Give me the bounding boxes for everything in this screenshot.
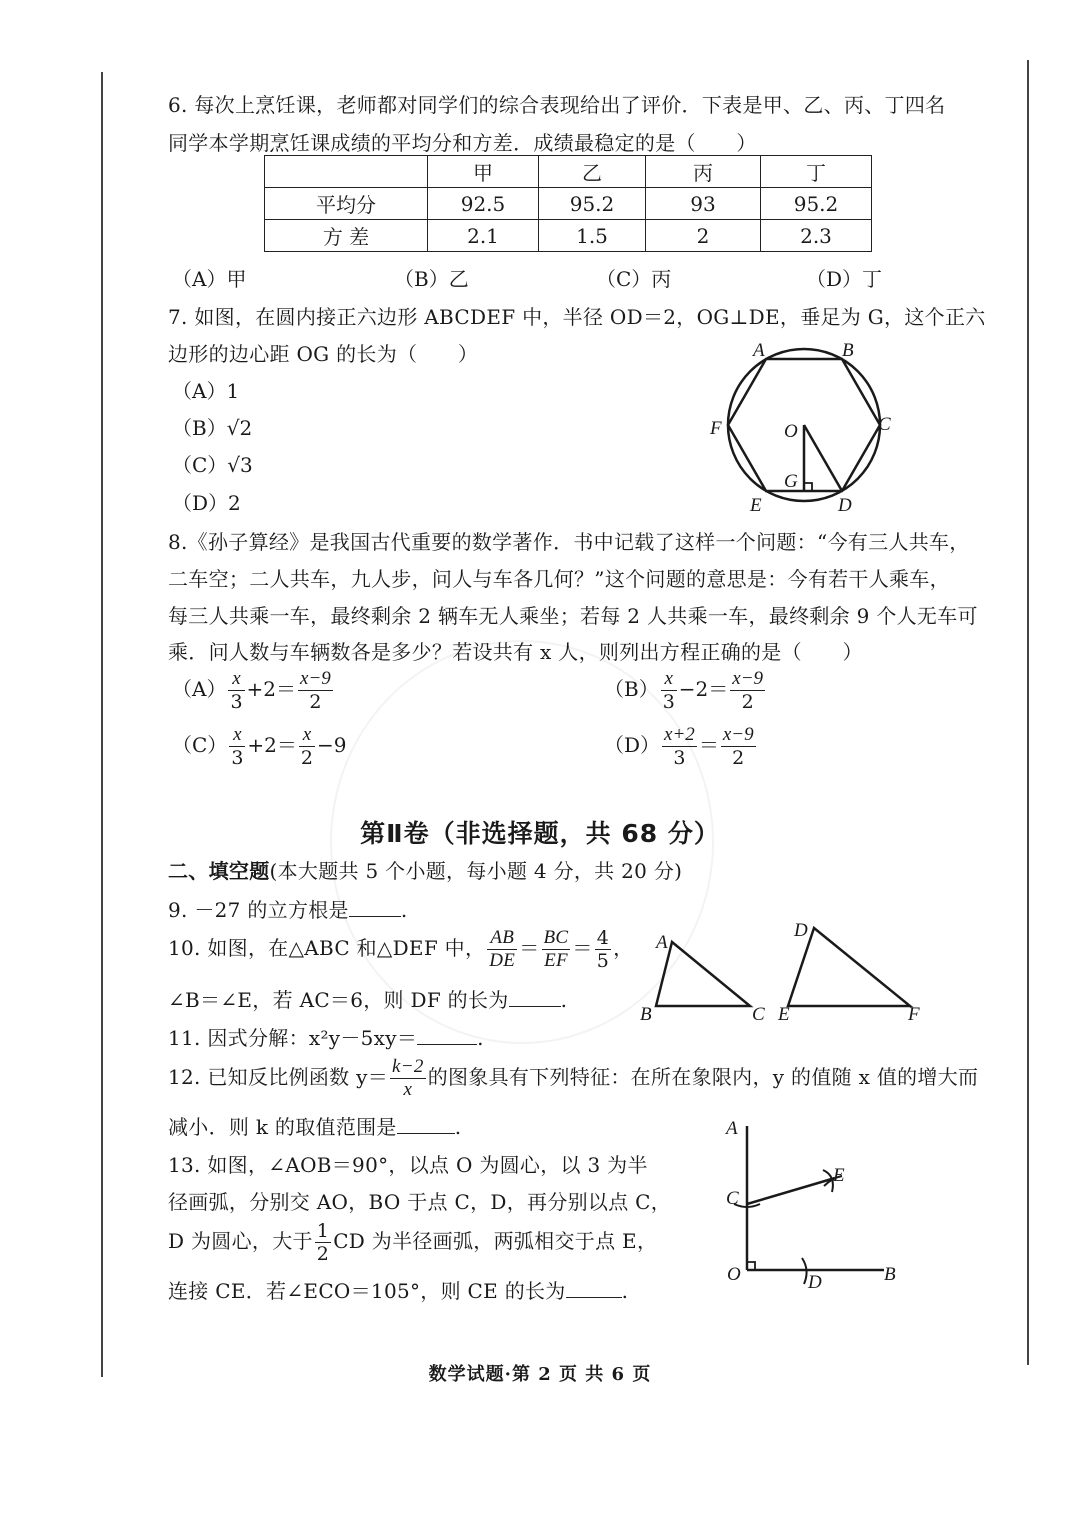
answer-blank (566, 1279, 622, 1298)
hex-label-e: E (750, 495, 762, 516)
tri-label-f: F (908, 1004, 920, 1025)
tri-label-e: E (778, 1004, 790, 1025)
numerator: x+2 (664, 724, 695, 745)
denominator: 2 (316, 1243, 330, 1265)
denominator: 3 (231, 747, 244, 769)
fraction (315, 1220, 331, 1265)
angle-label-a: A (726, 1118, 738, 1139)
q8-option-c (172, 724, 346, 769)
denominator: 3 (673, 747, 686, 769)
table-cell: 92.5 (428, 188, 539, 220)
q6-option-a: （A）甲 (172, 267, 247, 291)
q13-line-1: 13. 如图，∠AOB＝90°，以点 O 为圆心，以 3 为半 (168, 1153, 648, 1177)
table-cell: 甲 (428, 156, 539, 188)
hex-label-f: F (710, 418, 722, 439)
angle-construction-figure (720, 1112, 910, 1292)
table-cell: 93 (646, 188, 761, 220)
numerator: k−2 (392, 1056, 424, 1077)
q11-text: 11. 因式分解：x²y－5xy＝ (168, 1026, 418, 1050)
option-label: （D） (604, 733, 661, 757)
hex-label-b: B (842, 340, 854, 361)
q6-line-2: 同学本学期烹饪课成绩的平均分和方差．成绩最稳定的是（ ） (168, 131, 757, 155)
table-cell: 平均分 (265, 188, 428, 220)
angle-label-d: D (808, 1272, 822, 1292)
denominator: 3 (230, 691, 243, 713)
denominator: 2 (309, 691, 322, 713)
operator: +2＝ (247, 733, 297, 757)
table-cell: 方 差 (265, 220, 428, 252)
section-heading (168, 858, 682, 884)
section-note: (本大题共 5 个小题，每小题 4 分，共 20 分) (269, 859, 683, 883)
denominator: 2 (732, 747, 745, 769)
left-margin-rule (101, 72, 103, 1377)
table-cell: 乙 (539, 156, 646, 188)
operator: −9 (316, 733, 347, 757)
denominator: EF (544, 950, 568, 971)
q13-line-4 (168, 1278, 628, 1304)
q12-text: 减小．则 k 的取值范围是 (168, 1115, 397, 1139)
fraction (487, 927, 517, 972)
answer-blank (417, 1026, 477, 1045)
hex-label-a: A (753, 340, 765, 361)
q7-option-c: （C）√3 (172, 453, 253, 477)
q11-end: . (477, 1026, 484, 1050)
comma: ， (613, 936, 634, 960)
denominator: 3 (662, 691, 675, 713)
q9-end: . (400, 898, 408, 922)
q9-line (168, 897, 408, 923)
q12-end: . (454, 1115, 462, 1139)
fraction (229, 724, 245, 769)
table-row (265, 220, 872, 252)
table-cell: 丙 (646, 156, 761, 188)
denominator: 5 (596, 950, 610, 972)
numerator: x−9 (300, 668, 331, 689)
score-table (264, 155, 872, 252)
operator: ＝ (519, 936, 540, 960)
fraction (298, 668, 333, 713)
numerator: x (299, 724, 315, 747)
table-cell: 95.2 (761, 188, 872, 220)
numerator: 4 (596, 927, 610, 949)
part-two-title: 第Ⅱ卷（非选择题，共 68 分） (360, 819, 720, 848)
fraction (228, 668, 244, 713)
q6-option-b: （B）乙 (394, 267, 469, 291)
hex-label-c: C (878, 414, 891, 435)
q8-line-4: 乘．问人数与车辆数各是多少？若设共有 x 人，则列出方程正确的是（ ） (168, 640, 863, 664)
q13-text: D 为圆心，大于 (168, 1229, 313, 1253)
q7-option-a: （A）1 (172, 379, 240, 403)
fraction (595, 927, 611, 972)
operator: −2＝ (678, 677, 729, 701)
option-label: （C） (172, 733, 228, 757)
table-header-row (265, 156, 872, 188)
q8-option-a (172, 668, 335, 713)
table-cell: 2 (646, 220, 761, 252)
operator: +2＝ (246, 677, 297, 701)
option-label: （A） (172, 677, 227, 701)
denominator: 2 (300, 747, 313, 769)
denominator: DE (489, 950, 516, 971)
table-cell: 2.1 (428, 220, 539, 252)
q12-text: 12. 已知反比例函数 y＝ (168, 1065, 389, 1089)
q12-text-post: 的图象具有下列特征：在所在象限内，y 的值随 x 值的增大而 (427, 1065, 979, 1089)
q10-end: . (560, 988, 568, 1012)
table-cell: 2.3 (761, 220, 872, 252)
numerator: x (661, 668, 677, 691)
angle-label-c: C (726, 1188, 739, 1209)
q6-option-d: （D）丁 (806, 267, 883, 291)
fraction (730, 668, 765, 713)
q10-line-2 (168, 987, 567, 1013)
q7-line-2: 边形的边心距 OG 的长为（ ） (168, 342, 479, 366)
numerator: x (228, 668, 244, 691)
triangles-figure (636, 916, 936, 1028)
section-label: 二、填空题 (168, 859, 270, 883)
q8-option-d (604, 724, 758, 769)
table-cell: 95.2 (539, 188, 646, 220)
q13-line-3 (168, 1218, 657, 1265)
table-cell: 丁 (761, 156, 872, 188)
q8-line-3: 每三人共乘一车，最终剩余 2 辆车无人乘坐；若每 2 人共乘一车，最终剩余 9 个人无车可 (168, 604, 978, 628)
q10-line-1 (168, 926, 633, 972)
table-row (265, 188, 872, 220)
numerator: AB (487, 927, 517, 950)
operator: ＝ (572, 936, 593, 960)
table-cell (265, 156, 428, 188)
q8-line-1: 8.《孙子算经》是我国古代重要的数学著作．书中记载了这样一个问题：“今有三人共车， (168, 530, 970, 554)
tri-label-d: D (794, 920, 808, 941)
numerator: x−9 (722, 724, 754, 745)
q8-line-2: 二车空；二人共车，九人步，问人与车各几何？”这个问题的意思是：今有若干人乘车， (168, 567, 950, 591)
q10-text: 10. 如图，在△ABC 和△DEF 中， (168, 936, 486, 960)
fraction (542, 927, 571, 972)
answer-blank (349, 898, 401, 917)
q6-option-c: （C）丙 (596, 267, 672, 291)
hex-label-o: O (784, 421, 798, 442)
hexagon-figure (700, 336, 910, 520)
angle-label-e: E (833, 1165, 845, 1186)
q13-line-2: 径画弧，分别交 AO，BO 于点 C，D，再分别以点 C， (168, 1190, 672, 1214)
q12-line-2 (168, 1114, 461, 1140)
hex-label-d: D (838, 495, 852, 516)
right-margin-rule (1027, 60, 1029, 1365)
fraction (662, 724, 697, 769)
fraction (299, 724, 315, 769)
q13-text: 连接 CE．若∠ECO＝105°，则 CE 的长为 (168, 1279, 566, 1303)
numerator: x (229, 724, 245, 747)
answer-blank (509, 988, 561, 1007)
fraction (721, 724, 756, 769)
q12-line-1 (168, 1054, 978, 1101)
q7-option-d: （D）2 (172, 491, 241, 515)
tri-label-a: A (656, 932, 668, 953)
angle-label-b: B (884, 1264, 896, 1285)
angle-label-o: O (727, 1264, 741, 1285)
fraction (661, 668, 677, 713)
operator: ＝ (698, 733, 719, 757)
q8-option-b (604, 668, 767, 713)
tri-label-c: C (752, 1004, 765, 1025)
q10-text: ∠B＝∠E，若 AC＝6，则 DF 的长为 (168, 988, 509, 1012)
table-cell: 1.5 (539, 220, 646, 252)
answer-blank (397, 1115, 455, 1134)
numerator: 1 (316, 1220, 330, 1242)
q7-line-1: 7. 如图，在圆内接正六边形 ABCDEF 中，半径 OD＝2，OG⊥DE，垂足为 G，这个正六 (168, 305, 986, 329)
denominator: x (403, 1079, 413, 1100)
tri-label-b: B (640, 1004, 652, 1025)
option-label: （B） (604, 677, 659, 701)
q11-line (168, 1025, 484, 1051)
numerator: BC (543, 927, 569, 948)
q9-text: 9. －27 的立方根是 (168, 898, 349, 922)
page-footer: 数学试题·第 2 页 共 6 页 (428, 1364, 652, 1385)
hex-label-g: G (784, 471, 798, 492)
q7-option-b: （B）√2 (172, 416, 253, 440)
q6-line-1: 6. 每次上烹饪课，老师都对同学们的综合表现给出了评价．下表是甲、乙、丙、丁四名 (168, 93, 946, 117)
fraction (390, 1056, 426, 1101)
q13-end: . (621, 1279, 629, 1303)
denominator: 2 (741, 691, 754, 713)
numerator: x−9 (732, 668, 764, 689)
q13-text-post: CD 为半径画弧，两弧相交于点 E， (333, 1229, 658, 1253)
